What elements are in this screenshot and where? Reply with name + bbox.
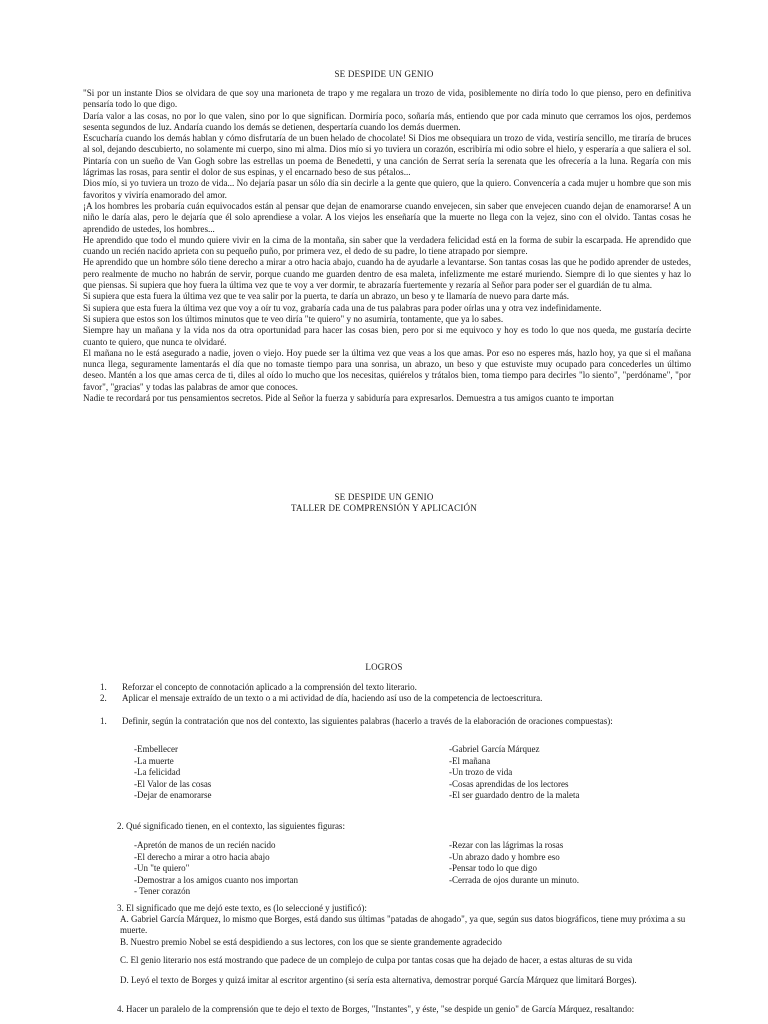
question-2: 2. Qué significado tienen, en el contexto, las siguientes figuras: [117,821,345,831]
list-item: 1. Reforzar el concepto de connotación aplicado a la comprensión del texto literario. [100,682,417,692]
list-item: -Embellecer [134,744,178,754]
q2-left-column [134,840,298,898]
paragraph: Si supiera que esta fuera la última vez que voy a oír tu voz, grabaría cada una de tus palabras para poder oírlas una y otra vez indefinidamente. [83,302,602,313]
question-4: 4. Hacer un paralelo de la comprensión que te dejo el texto de Borges, "Instantes", y éste, "se despide un genio" de García Márquez, resaltando: [117,1004,635,1014]
list-item: -Un abrazo dado y hombre eso [449,851,560,862]
paragraph: Dios mío, si yo tuviera un trozo de vida... No dejaría pasar un sólo día sin decirle a la gente que quiero, que la quiero. Convencería a cada mujer u hombre que son mis favoritos y viviría enamorado del amor. [83,178,691,200]
option-a: A. Gabriel García Márquez, lo mismo que Borges, está dando sus últimas "patadas de ahogado", ya que, según sus datos biográficos, tiene muy próxima a su muerte. [120,914,686,936]
question-1: 1. Definir, según la contratación que nos del contexto, las siguientes palabras (hacerlo a través de la elaboración de oraciones compuestas): [100,716,613,726]
option-c: C. El genio literario nos está mostrando que padece de un complejo de culpa por tantas cosas que ha dejado de hacer, a estas alturas de su vida [120,955,633,965]
list-item: - Tener corazón [134,886,191,896]
workshop-title: SE DESPIDE UN GENIO [334,492,434,502]
option-d: D. Leyó el texto de Borges y quizá imitar al escritor argentino (si sería esta alternativa, demostrar porqué García Márquez que limitará Borges). [120,975,637,985]
document-title: SE DESPIDE UN GENIO [334,69,434,79]
paragraph: Si supiera que estos son los últimos minutos que te veo diría "te quiero" y no asumiría, tontamente, que ya lo sabes. [83,313,504,324]
list-item: -Demostrar a los amigos cuanto nos importan [134,874,298,885]
list-item: -El mañana [449,755,491,766]
paragraph: Si supiera que esta fuera la última vez que te vea salir por la puerta, te daría un abrazo, un beso y te llamaría de nuevo para darte más. [83,291,570,302]
list-item: -Cerrada de ojos durante un minuto. [449,874,579,885]
list-item: -El derecho a mirar a otro hacia abajo [134,851,270,862]
list-item: -La muerte [134,755,174,766]
logros-list [100,682,700,705]
list-item: -Cosas aprendidas de los lectores [449,778,569,789]
list-item: -Gabriel García Márquez [449,744,540,754]
q2-right-column [449,840,579,886]
paragraph: "Si por un instante Dios se olvidara de que soy una marioneta de trapo y me regalara un trozo de vida, posiblemente no diría todo lo que pienso, pero en definitiva pensaría todo lo que digo. [83,88,691,110]
list-item: -Pensar todo lo que digo [449,863,537,873]
paragraph: He aprendido que un hombre sólo tiene derecho a mirar a otro hacia abajo, cuando ha de ayudarle a levantarse. Son tantas cosas las que he podido aprender de ustedes, pero realmente de mucho no habrán de servir, porque cuando me guarden dentro de esa maleta, infelizmente me estaré muriendo. Siempre di lo que sientes y haz lo que piensas. Si supiera que hoy fuera la última vez que te voy a ver dormir, te abrazaría fuertemente y rezaría al Señor para poder ser el guardián de tu alma. [83,257,691,291]
workshop-subtitle: TALLER DE COMPRENSIÓN Y APLICACIÓN [291,503,477,513]
list-item: -La felicidad [134,767,181,777]
paragraph: Escucharía cuando los demás hablan y cómo disfrutaría de un buen helado de chocolate! Si Dios me obsequiara un trozo de vida, vestiría sencillo, me tiraría de bruces al sol, dejando descubierto, no solamente mi cuerpo, sino mi alma. Dios mío si yo tuviera un corazón, escribiría mi odio sobre el hielo, y esperaría a que saliera el sol. Pintaría con un sueño de Van Gogh sobre las estrellas un poema de Benedetti, y una canción de Serrat sería la serenata que les ofrecería a la luna. Regaría con mis lágrimas las rosas, para sentir el dolor de sus espinas, y el encarnado beso de sus pétalos... [83,133,691,178]
question-3: 3. El significado que me dejó este texto, es (lo seleccioné y justificó): [117,903,367,913]
list-item: -Un trozo de vida [449,767,513,777]
paragraph: ¡A los hombres les probaría cuán equivocados están al pensar que dejan de enamorarse cuando envejecen, sin saber que envejecen cuando dejan de enamorarse! A un niño le daría alas, pero le dejaría que él solo aprendiese a volar. A los viejos les enseñaría que la muerte no llega con la vejez, sino con el olvido. Tantas cosas he aprendido de ustedes, los hombres... [83,200,691,234]
list-item: -El ser guardado dentro de la maleta [449,790,580,800]
logros-title: LOGROS [365,662,403,672]
paragraph: Daría valor a las cosas, no por lo que valen, sino por lo que significan. Dormiría poco, soñaría más, entiendo que por cada minuto que cerramos los ojos, perdemos sesenta segundos de luz. Andaría cuando los demás se detienen, despertaría cuando los demás duermen. [83,110,691,132]
list-item: -Apretón de manos de un recién nacido [134,840,276,850]
list-item: 2. Aplicar el mensaje extraído de un texto o a mi actividad de día, haciendo así uso de la competencia de lectoescritura. [100,693,543,704]
list-item: -El Valor de las cosas [134,778,212,789]
paragraph: Nadie te recordará por tus pensamientos secretos. Pide al Señor la fuerza y sabiduría para expresarlos. Demuestra a tus amigos cuanto te importan [83,393,614,404]
option-b: B. Nuestro premio Nobel se está despidiendo a sus lectores, con los que se siente grandemente agradecido [120,937,502,947]
paragraph: El mañana no le está asegurado a nadie, joven o viejo. Hoy puede ser la última vez que veas a los que amas. Por eso no esperes más, hazlo hoy, ya que si el mañana nunca llega, seguramente lamentarás el día que no tomaste tiempo para una sonrisa, un abrazo, un beso y que estuviste muy ocupado para concederles un último deseo. Mantén a los que amas cerca de ti, diles al oído lo mucho que los necesitas, quiérelos y trátalos bien, toma tiempo para decirles "lo siento", "perdóname", "por favor", "gracias" y todas las palabras de amor que conoces. [83,347,691,392]
q1-right-column [449,744,579,802]
paragraph: Siempre hay un mañana y la vida nos da otra oportunidad para hacer las cosas bien, pero por si me equivoco y hoy es todo lo que nos queda, me gustaría decirte cuanto te quiero, que nunca te olvidaré. [83,325,691,347]
poem-body [83,88,691,404]
q1-left-column [134,744,211,802]
list-item: -Dejar de enamorarse [134,790,212,800]
list-item: -Un "te quiero" [134,863,190,873]
list-item: -Rezar con las lágrimas la rosas [449,840,564,850]
paragraph: He aprendido que todo el mundo quiere vivir en la cima de la montaña, sin saber que la verdadera felicidad está en la forma de subir la escarpada. He aprendido que cuando un recién nacido aprieta con su pequeño puño, por primera vez, el dedo de su padre, lo tiene atrapado por siempre. [83,234,691,257]
